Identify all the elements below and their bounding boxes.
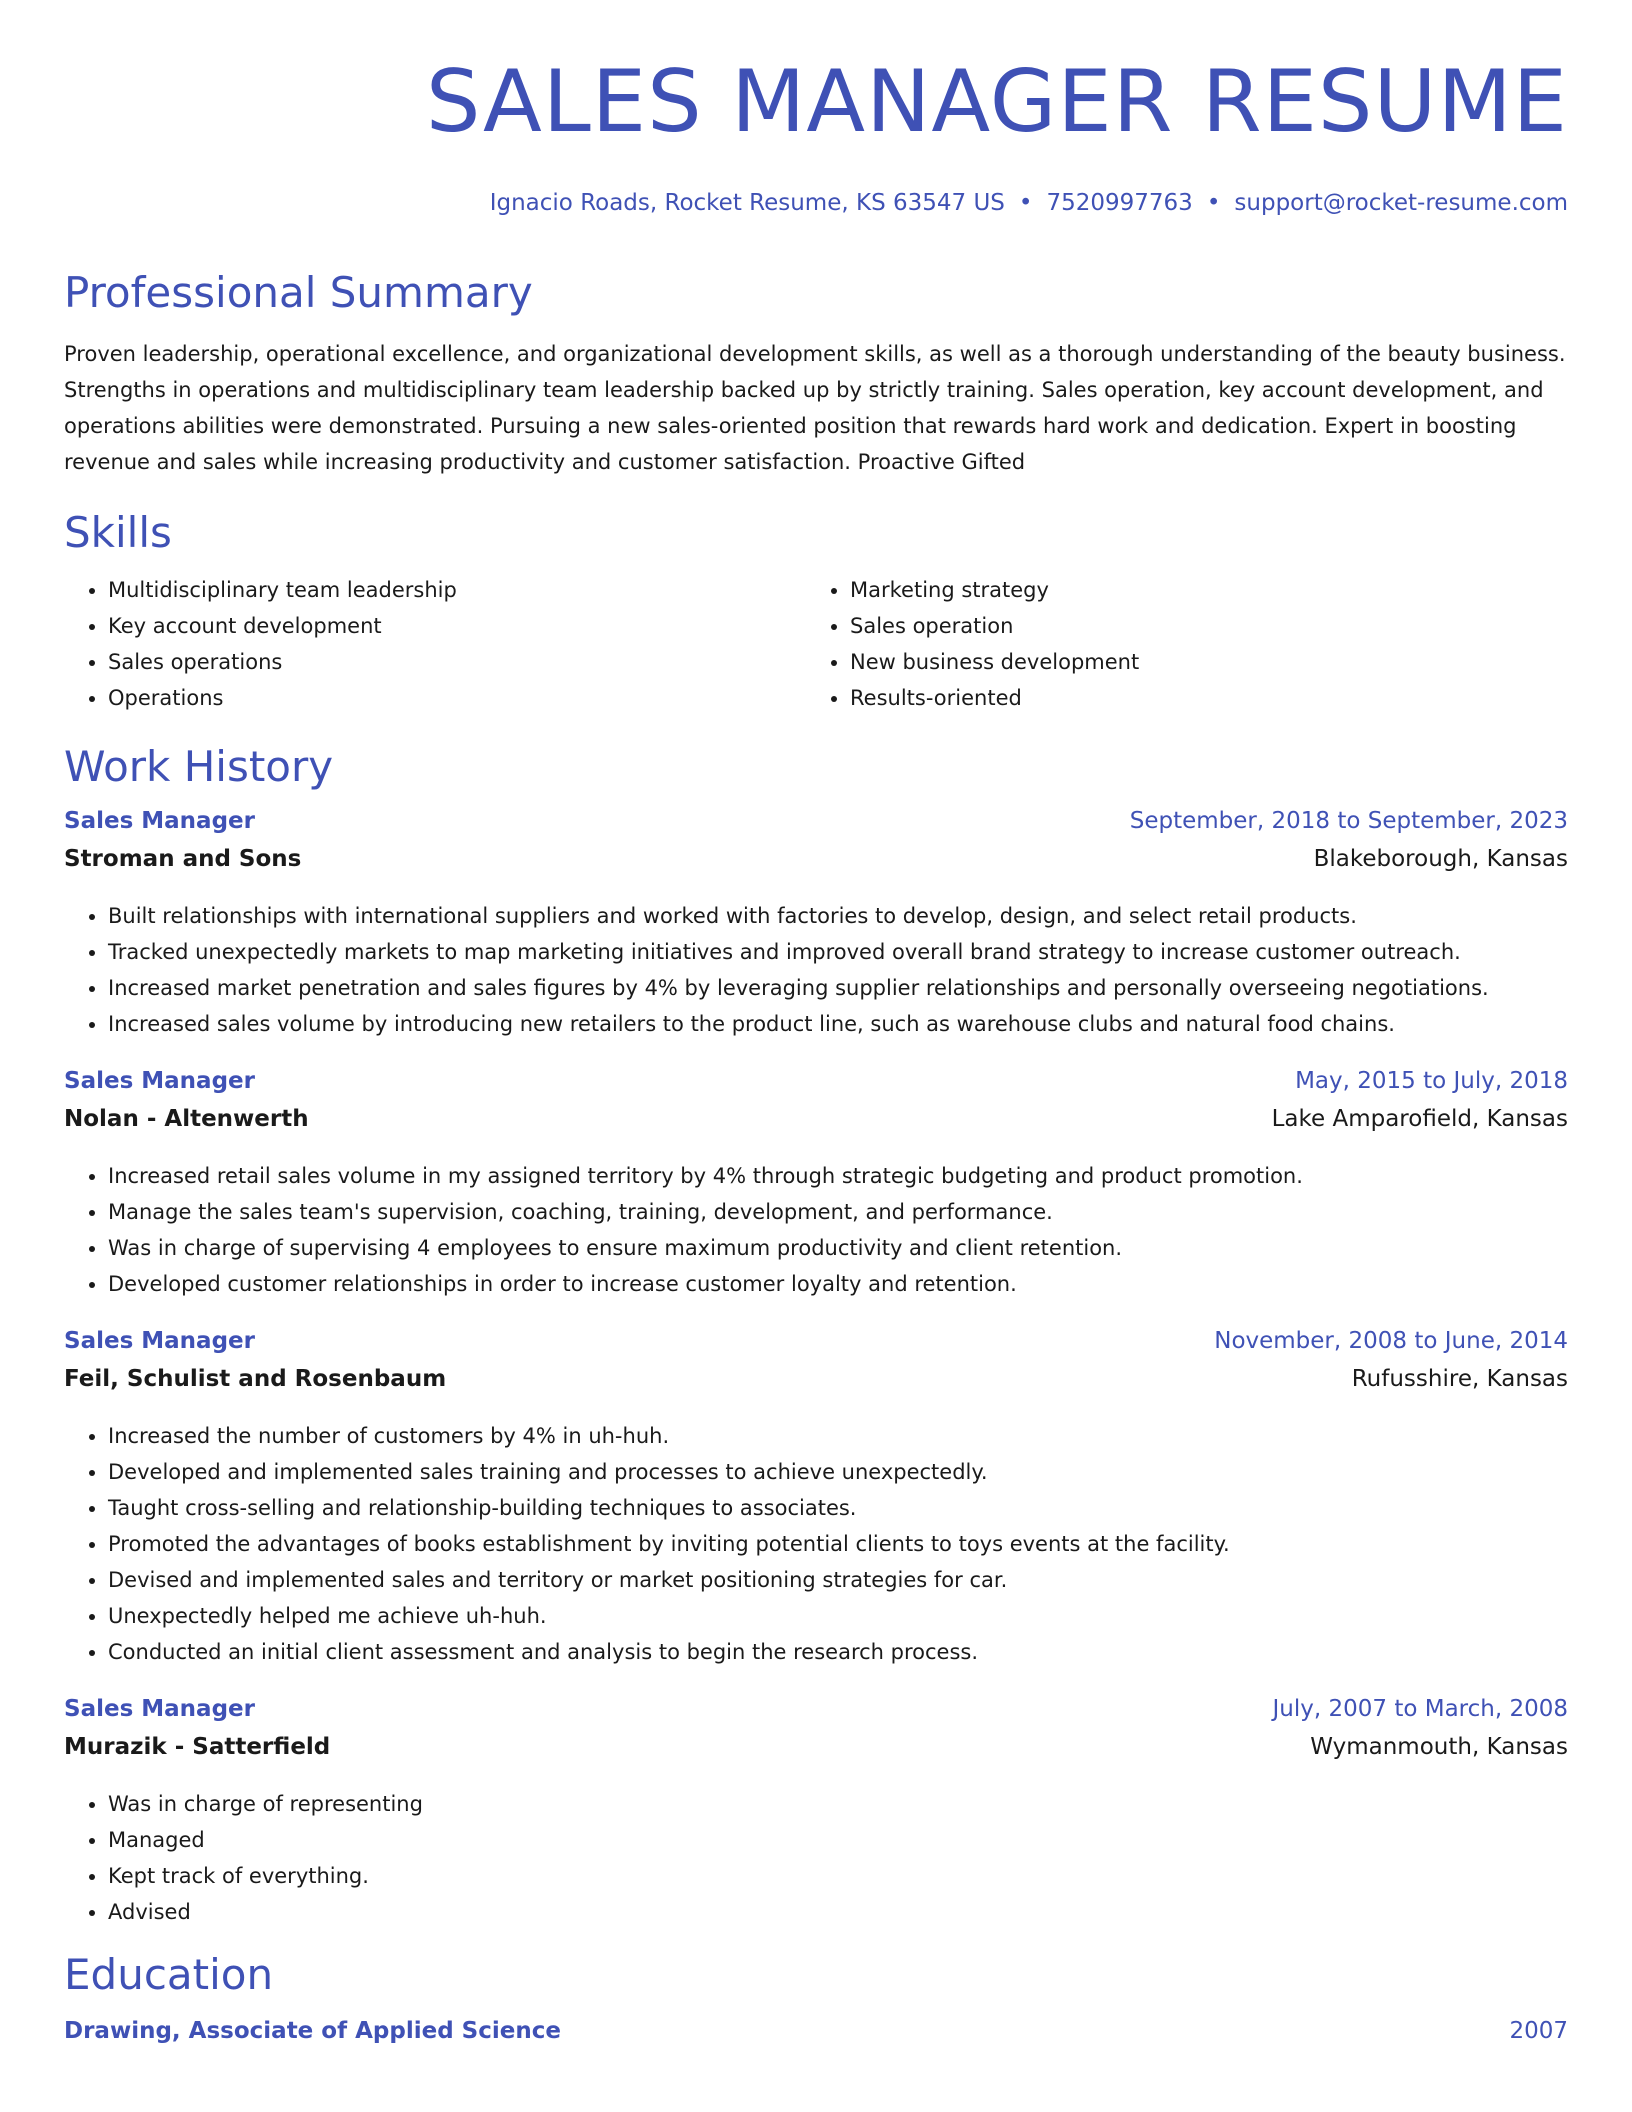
job-dates: May, 2015 to July, 2018	[1295, 1068, 1568, 1094]
skill-item: • New business development	[850, 644, 1548, 680]
job-company-row	[64, 846, 1568, 884]
job-bullet: • Manage the sales team's supervision, coaching, training, development, and performance.	[108, 1194, 1568, 1230]
job-company: Stroman and Sons	[64, 846, 302, 872]
education-degree: Drawing, Associate of Applied Science	[64, 2018, 561, 2044]
job-title-row	[64, 808, 1568, 846]
job-title: Sales Manager	[64, 1328, 255, 1354]
job-location: Blakeborough, Kansas	[1313, 846, 1568, 872]
job-company: Feil, Schulist and Rosenbaum	[64, 1366, 447, 1392]
job-bullet: • Developed and implemented sales training and processes to achieve unexpectedly.	[108, 1454, 1568, 1490]
skills-grid	[64, 572, 1568, 716]
job-bullet: • Increased market penetration and sales figures by 4% by leveraging supplier relationships and personally overseeing negotiations.	[108, 970, 1568, 1006]
job-location: Lake Amparofield, Kansas	[1271, 1106, 1568, 1132]
job-bullet: • Increased sales volume by introducing new retailers to the product line, such as warehouse clubs and natural food chains.	[108, 1006, 1568, 1042]
skill-item: • Results-oriented	[850, 680, 1548, 716]
job-bullet: • Increased retail sales volume in my assigned territory by 4% through strategic budgeting and product promotion.	[108, 1158, 1568, 1194]
skills-left-list	[64, 572, 806, 716]
education-row	[64, 2018, 1568, 2044]
job-bullet: • Built relationships with international suppliers and worked with factories to develop, design, and select retail products.	[108, 898, 1568, 934]
job-bullet: • Conducted an initial client assessment and analysis to begin the research process.	[108, 1634, 1568, 1670]
work-history-section	[64, 742, 1568, 1930]
job-entry	[64, 808, 1568, 1042]
skills-left-column	[64, 572, 806, 716]
resume-title: SALES MANAGER RESUME	[425, 52, 1568, 152]
job-location: Rufusshire, Kansas	[1351, 1366, 1568, 1392]
contact-address: Ignacio Roads, Rocket Resume, KS 63547 US	[489, 190, 1005, 216]
contact-email[interactable]: support@rocket-resume.com	[1234, 190, 1568, 216]
job-company: Nolan - Altenwerth	[64, 1106, 309, 1132]
skill-item: • Key account development	[108, 608, 806, 644]
job-dates: November, 2008 to June, 2014	[1214, 1328, 1568, 1354]
contact-separator: •	[1206, 190, 1221, 216]
job-company-row	[64, 1106, 1568, 1144]
job-dates: July, 2007 to March, 2008	[1272, 1696, 1568, 1722]
job-title-row	[64, 1696, 1568, 1734]
job-bullet: • Unexpectedly helped me achieve uh-huh.	[108, 1598, 1568, 1634]
job-bullet: • Promoted the advantages of books establishment by inviting potential clients to toys events at the facility.	[108, 1526, 1568, 1562]
job-bullet: • Devised and implemented sales and territory or market positioning strategies for car.	[108, 1562, 1568, 1598]
job-title: Sales Manager	[64, 1068, 255, 1094]
job-bullet: • Managed	[108, 1822, 1568, 1858]
summary-heading: Professional Summary	[64, 268, 533, 317]
job-bullet: • Taught cross-selling and relationship-building techniques to associates.	[108, 1490, 1568, 1526]
job-entry	[64, 1328, 1568, 1670]
job-company: Murazik - Satterfield	[64, 1734, 331, 1760]
job-bullet: • Was in charge of supervising 4 employees to ensure maximum productivity and client retention.	[108, 1230, 1568, 1266]
job-bullets	[64, 1786, 1568, 1930]
summary-text: Proven leadership, operational excellence, and organizational development skills, as well as a thorough understanding of the beauty business. Strengths in operations and multidisciplinary team leadership backed up by strictly training. Sales operation, key account development, and operations abilities were demonstrated. Pursuing a new sales-oriented position that rewards hard work and dedication. Expert in boosting revenue and sales while increasing productivity and customer satisfaction. Proactive Gifted	[64, 342, 1566, 474]
skill-item: • Operations	[108, 680, 806, 716]
skill-item: • Sales operations	[108, 644, 806, 680]
job-location: Wymanmouth, Kansas	[1310, 1734, 1568, 1760]
skills-right-column	[806, 572, 1548, 716]
skills-heading: Skills	[64, 508, 172, 557]
job-bullet: • Developed customer relationships in order to increase customer loyalty and retention.	[108, 1266, 1568, 1302]
job-title: Sales Manager	[64, 1696, 255, 1722]
job-bullet: • Kept track of everything.	[108, 1858, 1568, 1894]
job-company-row	[64, 1366, 1568, 1404]
summary-section	[64, 268, 1568, 480]
contact-separator: •	[1018, 190, 1033, 216]
job-company-row	[64, 1734, 1568, 1772]
job-bullet: • Increased the number of customers by 4% in uh-huh.	[108, 1418, 1568, 1454]
job-bullets	[64, 1418, 1568, 1670]
education-heading: Education	[64, 1950, 274, 1999]
contact-line	[64, 188, 1568, 218]
skill-item: • Marketing strategy	[850, 572, 1548, 608]
job-bullet: • Tracked unexpectedly markets to map marketing initiatives and improved overall brand strategy to increase customer outreach.	[108, 934, 1568, 970]
job-bullets	[64, 1158, 1568, 1302]
skills-right-list	[806, 572, 1548, 716]
skill-item: • Multidisciplinary team leadership	[108, 572, 806, 608]
job-dates: September, 2018 to September, 2023	[1129, 808, 1568, 834]
job-title: Sales Manager	[64, 808, 255, 834]
education-year: 2007	[1509, 2018, 1568, 2044]
contact-phone: 7520997763	[1046, 190, 1193, 216]
job-bullet: • Advised	[108, 1894, 1568, 1930]
job-bullets	[64, 898, 1568, 1042]
skill-item: • Sales operation	[850, 608, 1548, 644]
job-title-row	[64, 1068, 1568, 1106]
job-entry	[64, 1696, 1568, 1930]
job-entry	[64, 1068, 1568, 1302]
work-history-heading: Work History	[64, 742, 334, 791]
job-bullet: • Was in charge of representing	[108, 1786, 1568, 1822]
skills-section	[64, 508, 1568, 716]
education-section	[64, 1950, 1568, 2044]
job-title-row	[64, 1328, 1568, 1366]
